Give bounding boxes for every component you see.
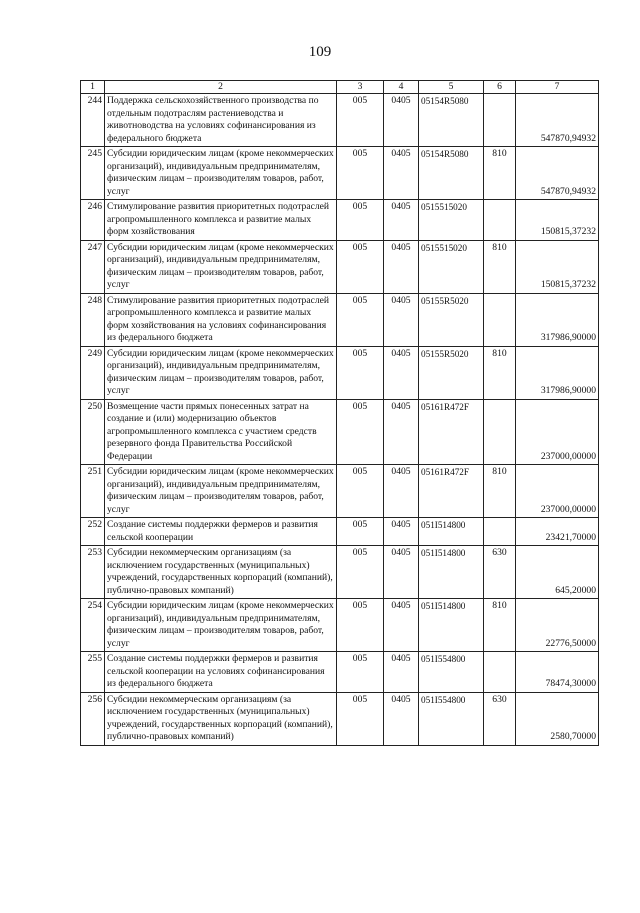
target-article-cell: 051I514800 — [419, 546, 484, 599]
column-header: 6 — [484, 81, 516, 94]
row-number-cell: 244 — [81, 94, 105, 147]
column-header: 4 — [384, 81, 419, 94]
section-code-cell: 0405 — [384, 399, 419, 465]
department-code-cell: 005 — [337, 240, 384, 293]
item-name-cell: Субсидии юридическим лицам (кроме некоммерческих организаций), индивидуальным предпринимателям, физическим лицам – производителям товаров, работ, услуг — [105, 465, 337, 518]
row-number-cell: 254 — [81, 599, 105, 652]
target-article-cell: 0515515020 — [419, 240, 484, 293]
department-code-cell: 005 — [337, 94, 384, 147]
item-name-cell: Возмещение части прямых понесенных затрат на создание и (или) модернизацию объектов агропромышленного комплекса с участием средств резервного фонда Правительства Российской Федерации — [105, 399, 337, 465]
expense-type-cell — [484, 518, 516, 546]
department-code-cell: 005 — [337, 652, 384, 693]
section-code-cell: 0405 — [384, 518, 419, 546]
expense-type-cell — [484, 293, 516, 346]
target-article-cell: 051I554800 — [419, 692, 484, 745]
amount-cell: 2580,70000 — [516, 692, 599, 745]
amount-cell: 150815,37232 — [516, 240, 599, 293]
expense-type-cell — [484, 200, 516, 241]
section-code-cell: 0405 — [384, 692, 419, 745]
table-body — [81, 94, 599, 746]
column-header: 1 — [81, 81, 105, 94]
row-number-cell: 251 — [81, 465, 105, 518]
amount-cell: 237000,00000 — [516, 465, 599, 518]
table-row — [81, 518, 599, 546]
table-row — [81, 94, 599, 147]
column-header: 7 — [516, 81, 599, 94]
expense-type-cell — [484, 399, 516, 465]
table-row — [81, 240, 599, 293]
section-code-cell: 0405 — [384, 200, 419, 241]
target-article-cell: 051I514800 — [419, 518, 484, 546]
table-row — [81, 147, 599, 200]
row-number-cell: 250 — [81, 399, 105, 465]
table-row — [81, 293, 599, 346]
item-name-cell: Стимулирование развития приоритетных подотраслей агропромышленного комплекса и развитие малых форм хозяйствования — [105, 200, 337, 241]
expense-type-cell — [484, 652, 516, 693]
table-row — [81, 399, 599, 465]
table-row — [81, 599, 599, 652]
row-number-cell: 246 — [81, 200, 105, 241]
expense-type-cell: 810 — [484, 240, 516, 293]
section-code-cell: 0405 — [384, 546, 419, 599]
target-article-cell: 05155R5020 — [419, 346, 484, 399]
section-code-cell: 0405 — [384, 240, 419, 293]
column-number-row — [81, 81, 599, 94]
department-code-cell: 005 — [337, 546, 384, 599]
amount-cell: 317986,90000 — [516, 346, 599, 399]
column-header: 5 — [419, 81, 484, 94]
table-row — [81, 546, 599, 599]
item-name-cell: Субсидии некоммерческим организациям (за исключением государственных (муниципальных) учреждений, государственных корпораций (компаний), публично-правовых компаний) — [105, 546, 337, 599]
target-article-cell: 051I554800 — [419, 652, 484, 693]
expense-type-cell: 810 — [484, 147, 516, 200]
amount-cell: 237000,00000 — [516, 399, 599, 465]
item-name-cell: Субсидии юридическим лицам (кроме некоммерческих организаций), индивидуальным предпринимателям, физическим лицам – производителям товаров, работ, услуг — [105, 346, 337, 399]
section-code-cell: 0405 — [384, 652, 419, 693]
target-article-cell: 05161R472F — [419, 399, 484, 465]
row-number-cell: 255 — [81, 652, 105, 693]
expense-type-cell: 810 — [484, 599, 516, 652]
column-header: 3 — [337, 81, 384, 94]
department-code-cell: 005 — [337, 200, 384, 241]
table-row — [81, 652, 599, 693]
item-name-cell: Субсидии юридическим лицам (кроме некоммерческих организаций), индивидуальным предпринимателям, физическим лицам – производителям товаров, работ, услуг — [105, 147, 337, 200]
target-article-cell: 05154R5080 — [419, 147, 484, 200]
section-code-cell: 0405 — [384, 94, 419, 147]
section-code-cell: 0405 — [384, 465, 419, 518]
target-article-cell: 0515515020 — [419, 200, 484, 241]
row-number-cell: 249 — [81, 346, 105, 399]
target-article-cell: 05161R472F — [419, 465, 484, 518]
target-article-cell: 05155R5020 — [419, 293, 484, 346]
section-code-cell: 0405 — [384, 599, 419, 652]
department-code-cell: 005 — [337, 518, 384, 546]
target-article-cell: 051I514800 — [419, 599, 484, 652]
department-code-cell: 005 — [337, 465, 384, 518]
column-header: 2 — [105, 81, 337, 94]
expense-type-cell: 630 — [484, 692, 516, 745]
item-name-cell: Субсидии юридическим лицам (кроме некоммерческих организаций), индивидуальным предпринимателям, физическим лицам – производителям товаров, работ, услуг — [105, 599, 337, 652]
amount-cell: 317986,90000 — [516, 293, 599, 346]
amount-cell: 645,20000 — [516, 546, 599, 599]
row-number-cell: 245 — [81, 147, 105, 200]
amount-cell: 547870,94932 — [516, 147, 599, 200]
row-number-cell: 256 — [81, 692, 105, 745]
row-number-cell: 252 — [81, 518, 105, 546]
expense-type-cell: 810 — [484, 346, 516, 399]
target-article-cell: 05154R5080 — [419, 94, 484, 147]
row-number-cell: 247 — [81, 240, 105, 293]
department-code-cell: 005 — [337, 692, 384, 745]
table-row — [81, 692, 599, 745]
row-number-cell: 248 — [81, 293, 105, 346]
expense-type-cell: 630 — [484, 546, 516, 599]
department-code-cell: 005 — [337, 293, 384, 346]
item-name-cell: Создание системы поддержки фермеров и развития сельской кооперации на условиях софинансирования из федерального бюджета — [105, 652, 337, 693]
item-name-cell: Субсидии некоммерческим организациям (за исключением государственных (муниципальных) учреждений, государственных корпораций (компаний), публично-правовых компаний) — [105, 692, 337, 745]
budget-table — [80, 80, 599, 746]
department-code-cell: 005 — [337, 147, 384, 200]
section-code-cell: 0405 — [384, 147, 419, 200]
department-code-cell: 005 — [337, 599, 384, 652]
amount-cell: 23421,70000 — [516, 518, 599, 546]
section-code-cell: 0405 — [384, 293, 419, 346]
item-name-cell: Субсидии юридическим лицам (кроме некоммерческих организаций), индивидуальным предпринимателям, физическим лицам – производителям товаров, работ, услуг — [105, 240, 337, 293]
expense-type-cell: 810 — [484, 465, 516, 518]
amount-cell: 22776,50000 — [516, 599, 599, 652]
department-code-cell: 005 — [337, 346, 384, 399]
expense-type-cell — [484, 94, 516, 147]
department-code-cell: 005 — [337, 399, 384, 465]
item-name-cell: Стимулирование развития приоритетных подотраслей агропромышленного комплекса и развитие малых форм хозяйствования на условиях софинансирования из федерального бюджета — [105, 293, 337, 346]
table-row — [81, 200, 599, 241]
row-number-cell: 253 — [81, 546, 105, 599]
table-row — [81, 465, 599, 518]
item-name-cell: Поддержка сельскохозяйственного производства по отдельным подотраслям растениеводства и животноводства на условиях софинансирования из федерального бюджета — [105, 94, 337, 147]
amount-cell: 150815,37232 — [516, 200, 599, 241]
table-row — [81, 346, 599, 399]
item-name-cell: Создание системы поддержки фермеров и развития сельской кооперации — [105, 518, 337, 546]
page-number: 109 — [308, 44, 332, 60]
amount-cell: 547870,94932 — [516, 94, 599, 147]
section-code-cell: 0405 — [384, 346, 419, 399]
amount-cell: 78474,30000 — [516, 652, 599, 693]
